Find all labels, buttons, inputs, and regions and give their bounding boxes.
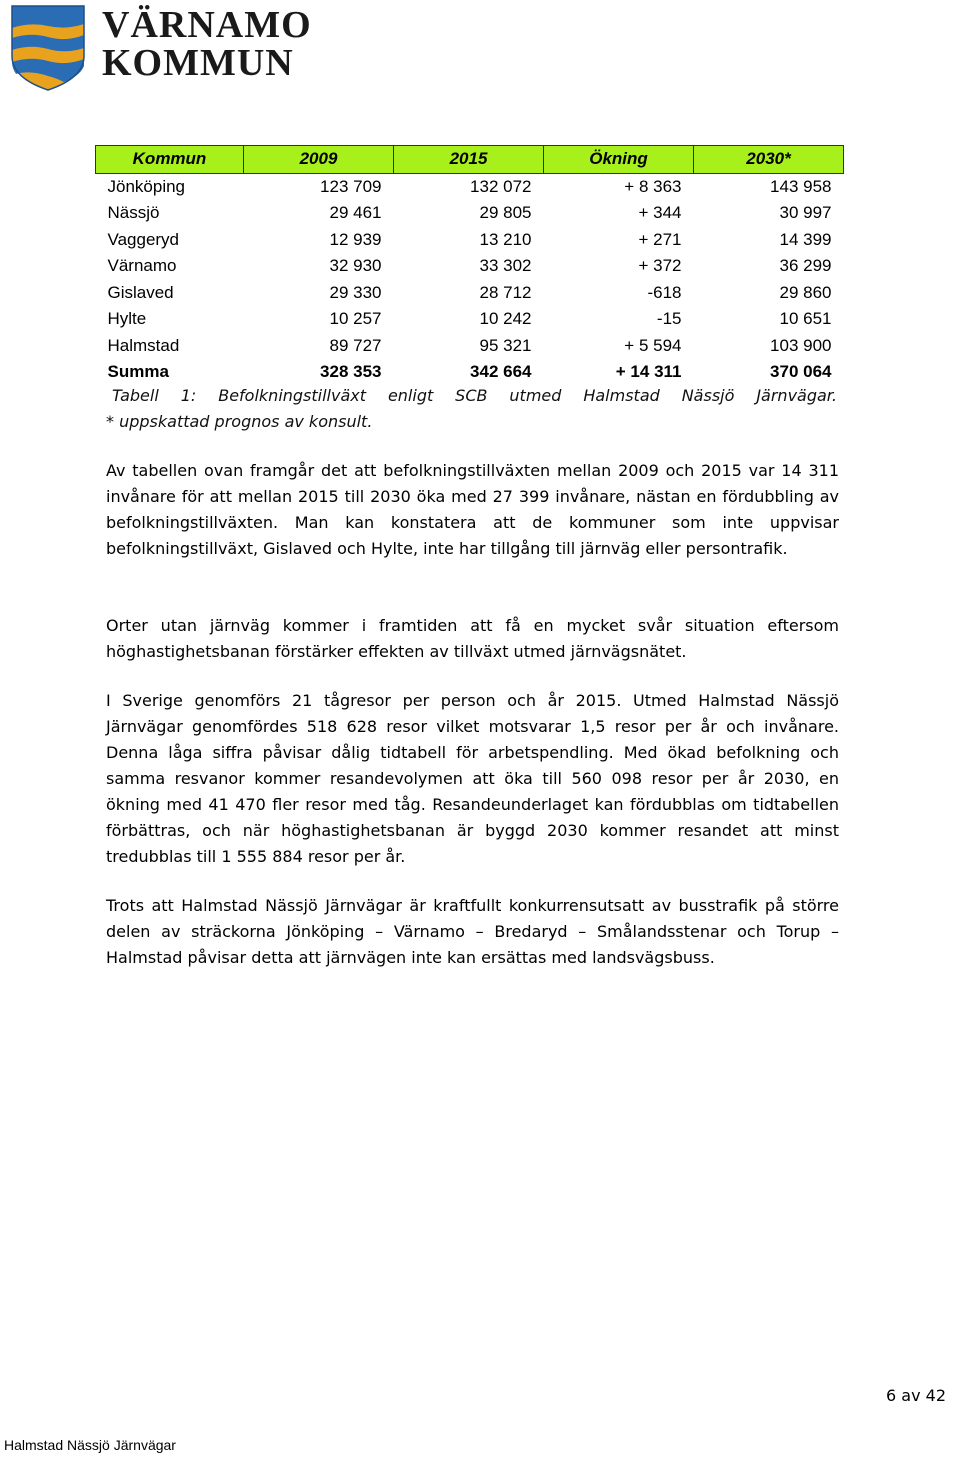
cell-okning: + 271 [638, 229, 682, 249]
table-row [96, 280, 844, 307]
page-number: 6 av 42 [886, 1386, 946, 1405]
header-okning: Ökning [544, 146, 694, 174]
header-2030: 2030* [694, 146, 844, 174]
cell-kommun: Hylte [107, 309, 147, 329]
municipal-crest-icon [8, 4, 88, 92]
cell-okning: -618 [647, 282, 682, 302]
paragraph-4: Trots att Halmstad Nässjö Järnvägar är kraftfullt konkurrensutsatt av busstrafik på större delen av sträckorna Jönköping – Värnamo – Bredaryd – Smålandsstenar och Torup – Halmstad påvisar detta att järnvägen inte kan ersättas med landsvägsbuss. [106, 896, 839, 967]
cell-2030: 30 997 [779, 203, 832, 223]
table-sum-row [96, 359, 844, 386]
table-note: * uppskattad prognos av konsult. [106, 412, 373, 431]
cell-2015: 13 210 [479, 229, 532, 249]
cell-2015: 10 242 [479, 309, 532, 329]
cell-2009: 32 930 [329, 256, 382, 276]
table-row [96, 173, 844, 200]
cell-2009: 328 353 [320, 362, 382, 382]
header-kommun: Kommun [96, 146, 244, 174]
cell-2015: 95 321 [479, 335, 532, 355]
cell-2030: 36 299 [779, 256, 832, 276]
paragraph-3: I Sverige genomförs 21 tågresor per person och år 2015. Utmed Halmstad Nässjö Järnvägar genomfördes 518 628 resor vilket motsvarar 1,5 resor per år och invånare. Denna låga siffra påvisar dålig tidtabell för arbetspendling. Med ökad befolkning och samma resvanor kommer resandevolymen att öka till 560 098 resor per år 2030, en ökning med 41 470 fler resor med tåg. Resandeunderlaget kan fördubblas om tidtabellen förbättras, och när höghastighetsbanan är byggd 2030 kommer resandet att minst tredubblas till 1 555 884 resor per år. [106, 691, 839, 866]
table-row [96, 227, 844, 254]
table-row [96, 306, 844, 333]
paragraph-2: Orter utan järnväg kommer i framtiden att få en mycket svår situation eftersom höghastighetsbanan förstärker effekten av tillväxt utmed järnvägsnätet. [106, 616, 839, 661]
cell-2015: 342 664 [470, 362, 532, 382]
cell-okning: + 8 363 [624, 176, 682, 196]
header-2015: 2015 [394, 146, 544, 174]
cell-kommun: Nässjö [107, 203, 160, 223]
cell-kommun: Vaggeryd [107, 229, 180, 249]
cell-2030: 370 064 [770, 362, 832, 382]
population-table [95, 145, 844, 386]
page-footer: Halmstad Nässjö Järnvägar [4, 1437, 176, 1453]
cell-kommun: Värnamo [107, 256, 177, 276]
cell-2009: 10 257 [329, 309, 382, 329]
table-caption: Tabell 1: Befolkningstillväxt enligt SCB utmed Halmstad Nässjö Järnvägar. [112, 386, 837, 405]
cell-2009: 123 709 [320, 176, 382, 196]
cell-2030: 29 860 [779, 282, 832, 302]
cell-2009: 29 330 [329, 282, 382, 302]
cell-okning: + 14 311 [615, 362, 682, 382]
logo-line1: VÄRNAMO [102, 4, 312, 46]
cell-okning: + 5 594 [624, 335, 682, 355]
varnamo-kommun-logo [8, 4, 312, 92]
table-row [96, 200, 844, 227]
cell-okning: -15 [656, 309, 682, 329]
paragraph-1: Av tabellen ovan framgår det att befolkningstillväxten mellan 2009 och 2015 var 14 311 invånare för att mellan 2015 till 2030 öka med 27 399 invånare, nästan en fördubbling av befolkningstillväxten. Man kan konstatera att de kommuner som inte uppvisar befolkningstillväxt, Gislaved och Hylte, inte har tillgång till järnväg eller persontrafik. [106, 461, 839, 558]
cell-2015: 29 805 [479, 203, 532, 223]
cell-okning: + 344 [638, 203, 682, 223]
cell-kommun: Summa [107, 362, 169, 382]
cell-kommun: Jönköping [107, 176, 186, 196]
cell-2030: 14 399 [779, 229, 832, 249]
table-header-row [96, 146, 844, 174]
logo-wordmark [102, 6, 312, 82]
cell-2030: 143 958 [770, 176, 832, 196]
cell-2009: 12 939 [329, 229, 382, 249]
cell-2030: 10 651 [779, 309, 832, 329]
cell-2015: 33 302 [479, 256, 532, 276]
cell-kommun: Halmstad [107, 335, 180, 355]
header-2009: 2009 [244, 146, 394, 174]
cell-2015: 28 712 [479, 282, 532, 302]
cell-2015: 132 072 [470, 176, 532, 196]
logo-line2: KOMMUN [102, 42, 294, 84]
cell-kommun: Gislaved [107, 282, 174, 302]
table-row [96, 333, 844, 360]
table-row [96, 253, 844, 280]
cell-2009: 89 727 [329, 335, 382, 355]
cell-2030: 103 900 [770, 335, 832, 355]
cell-okning: + 372 [638, 256, 682, 276]
cell-2009: 29 461 [329, 203, 382, 223]
